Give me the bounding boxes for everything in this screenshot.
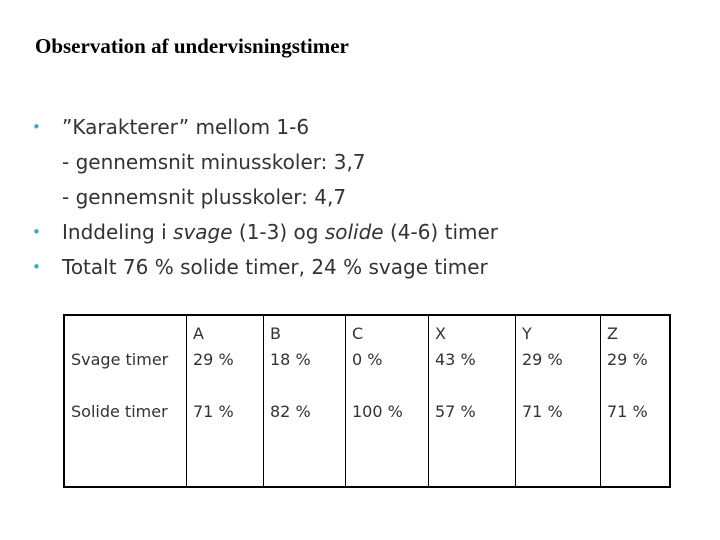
bullet-text-emphasis: solide: [324, 220, 384, 244]
table-row: [64, 380, 670, 487]
bullet-subtext: - gennemsnit plusskoler: 4,7: [62, 185, 347, 209]
table-cell: 100 %: [346, 380, 429, 487]
bullet-subtext: - gennemsnit minusskoler: 3,7: [62, 150, 366, 174]
table-cell: 57 %: [429, 380, 516, 487]
table-cell: 71 %: [601, 380, 671, 487]
bullet-text: Totalt 76 % solide timer, 24 % svage timer: [62, 255, 488, 279]
table-header-cell: [64, 315, 187, 350]
table-cell: 71 %: [516, 380, 601, 487]
bullet-text-post: (4-6) timer: [383, 220, 499, 244]
bullet-item: [30, 110, 498, 145]
bullet-text-emphasis: svage: [173, 220, 233, 244]
table-cell: 43 %: [429, 350, 516, 380]
bullet-item: [30, 250, 498, 285]
table-cell: 29 %: [516, 350, 601, 380]
table-header-cell: B: [264, 315, 346, 350]
bullet-item: [30, 215, 498, 250]
table-header-cell: A: [187, 315, 264, 350]
bullet-subline: [30, 145, 498, 180]
bullet-dot-icon: •: [32, 258, 41, 276]
table-cell: 71 %: [187, 380, 264, 487]
table-cell: 82 %: [264, 380, 346, 487]
table-row-label: Svage timer: [64, 350, 187, 380]
table-cell: 29 %: [187, 350, 264, 380]
page-title: Observation af undervisningstimer: [35, 34, 349, 58]
table-cell: 0 %: [346, 350, 429, 380]
observation-table: [63, 314, 671, 488]
table-row: [64, 350, 670, 380]
bullet-text-pre: Inddeling i: [62, 220, 174, 244]
table-header-cell: Y: [516, 315, 601, 350]
bullet-subline: [30, 180, 498, 215]
bullet-dot-icon: •: [32, 223, 41, 241]
bullet-text-mid: (1-3) og: [232, 220, 325, 244]
table-header-cell: Z: [601, 315, 671, 350]
table-header-cell: X: [429, 315, 516, 350]
bullet-list: [30, 110, 498, 285]
table-cell: 18 %: [264, 350, 346, 380]
table-row-label: Solide timer: [64, 380, 187, 487]
bullet-dot-icon: •: [32, 118, 41, 136]
table-header-row: [64, 315, 670, 350]
table-cell: 29 %: [601, 350, 671, 380]
table-header-cell: C: [346, 315, 429, 350]
bullet-text: ”Karakterer” mellom 1-6: [62, 115, 310, 139]
